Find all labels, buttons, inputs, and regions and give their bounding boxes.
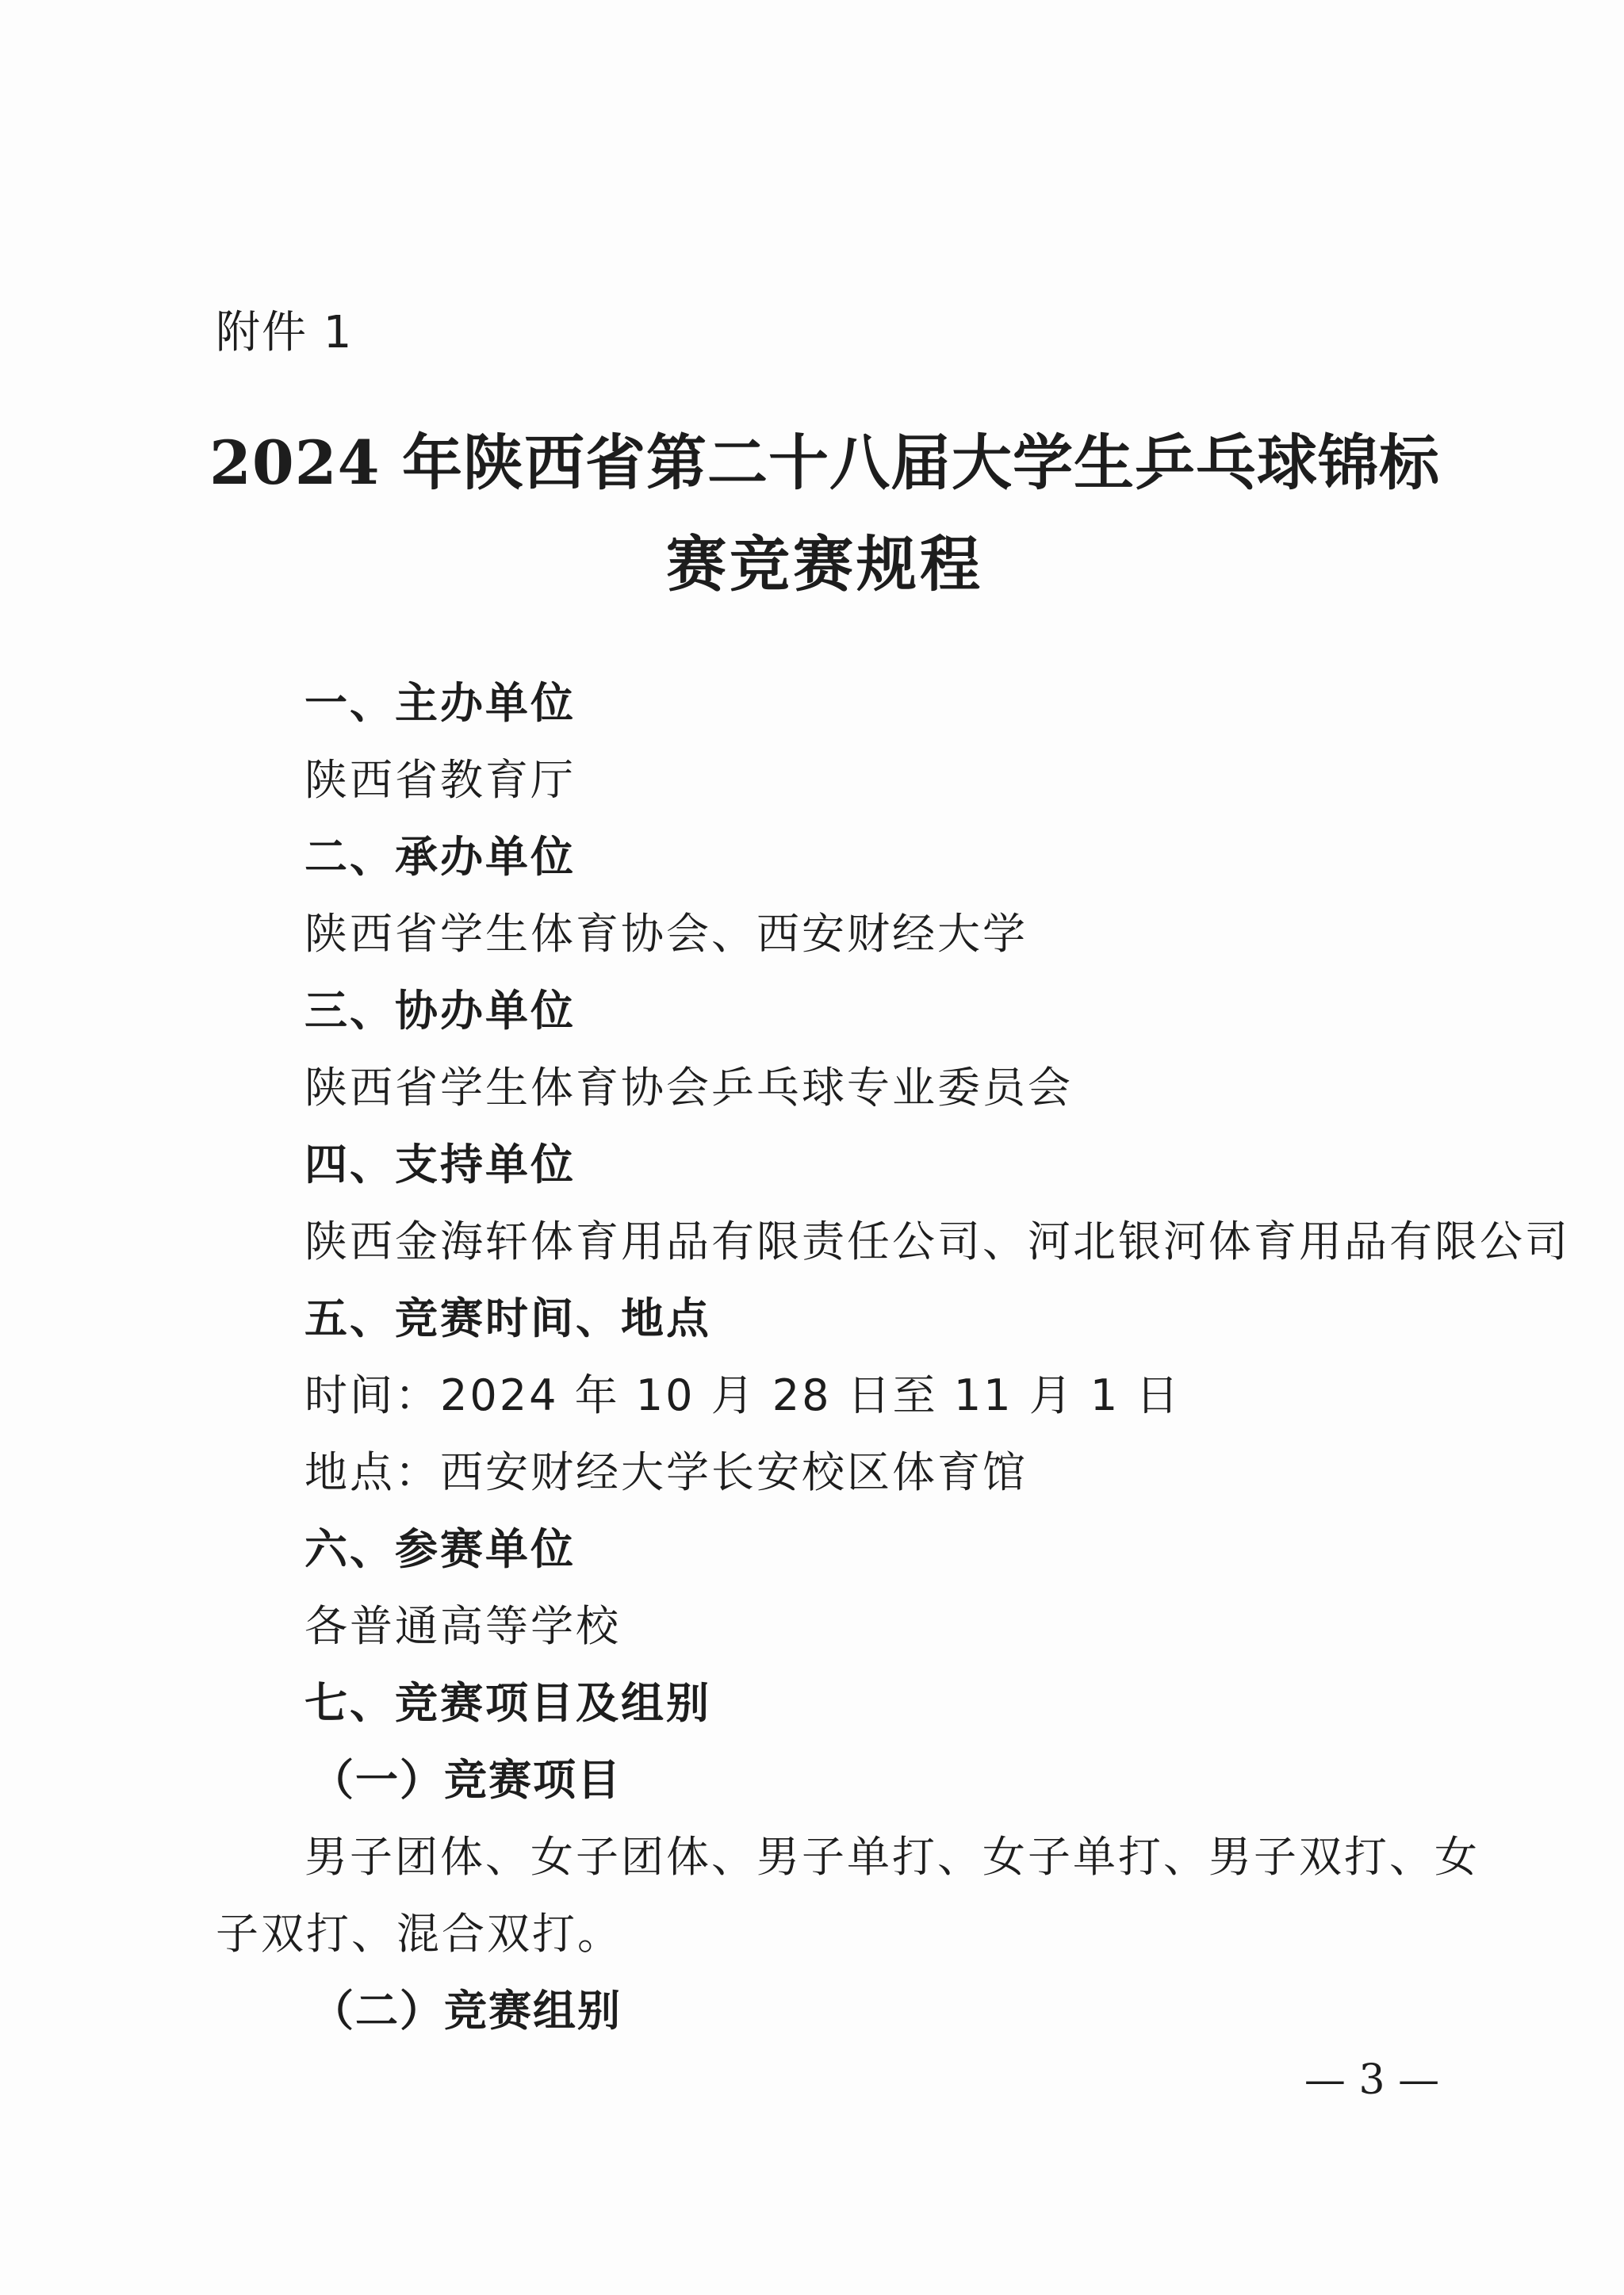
page-number: — 3 — [1304,2056,1440,2104]
title-line-1: 2024 年陕西省第二十八届大学生乒乓球锦标 [209,427,1440,498]
title-line-2: 赛竞赛规程 [666,529,983,600]
section-text-host: 陕西省学生体育协会、西安财经大学 [304,909,1028,959]
attachment-label: 附件 1 [216,307,354,358]
subsection-heading-groups: （二）竞赛组别 [311,1986,622,2036]
section-heading-time-place: 五、竞赛时间、地点 [304,1293,711,1343]
section-text-co-organizer: 陕西省学生体育协会乒乓球专业委员会 [304,1063,1073,1113]
document-title [174,412,1475,615]
section-heading-host: 二、承办单位 [304,832,576,882]
section-text-supporter: 陕西金海轩体育用品有限责任公司、河北银河体育用品有限公司 [304,1216,1570,1266]
subsection-heading-events: （一）竞赛项目 [311,1755,622,1805]
section-text-place: 地点：西安财经大学长安校区体育馆 [304,1447,1028,1497]
section-heading-events: 七、竞赛项目及组别 [304,1678,711,1728]
document-body [216,665,1570,2049]
section-heading-organizer: 一、主办单位 [304,678,576,728]
section-heading-co-organizer: 三、协办单位 [304,986,576,1036]
events-text-line-2: 子双打、混合双打。 [216,1909,622,1959]
section-heading-supporter: 四、支持单位 [304,1140,576,1190]
section-text-participants: 各普通高等学校 [304,1601,621,1651]
section-heading-participants: 六、参赛单位 [304,1524,576,1574]
section-text-time: 时间：2024 年 10 月 28 日至 11 月 1 日 [304,1370,1182,1420]
section-text-organizer: 陕西省教育厅 [304,755,576,805]
events-text-line-1: 男子团体、女子团体、男子单打、女子单打、男子双打、女 [304,1832,1480,1882]
